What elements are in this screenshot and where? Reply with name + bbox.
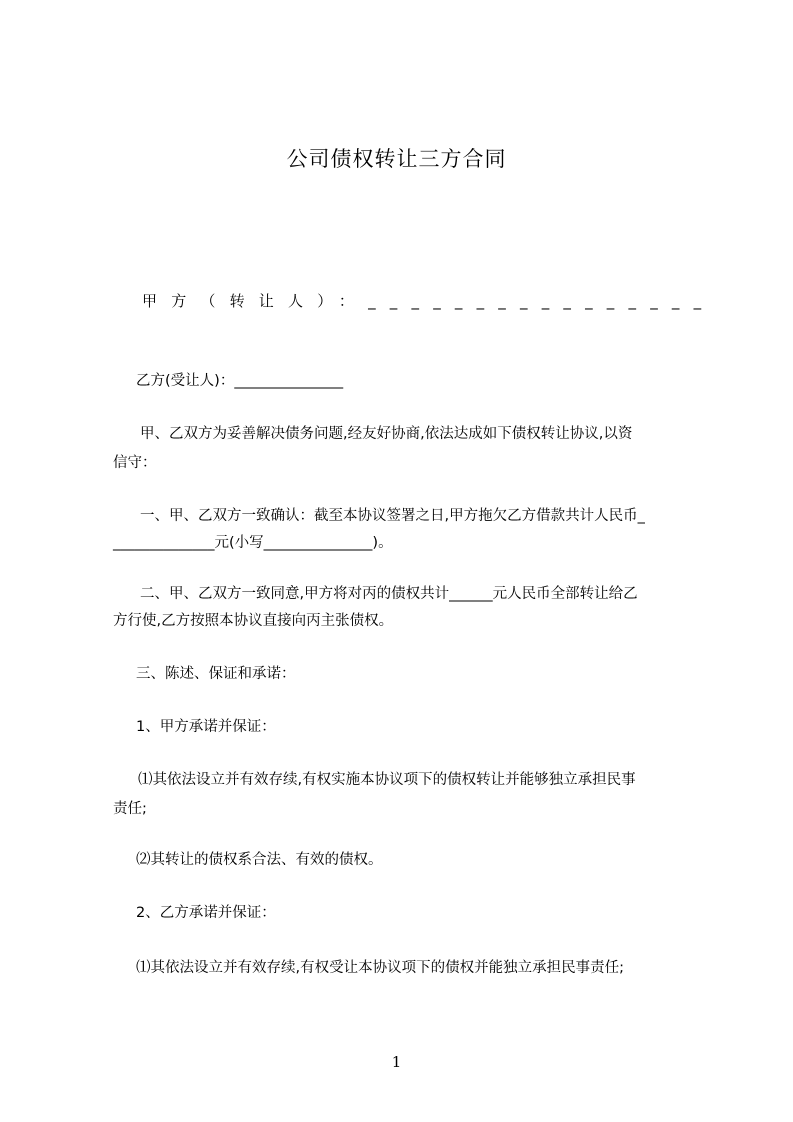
clause-3-heading: 三、陈述、保证和承诺： xyxy=(136,666,296,682)
clause-1-line-1: 一、甲、乙双方一致确认：截至本协议签署之日,甲方拖欠乙方借款共计人民币_ xyxy=(140,508,645,524)
sub-1-heading: 1、甲方承诺并保证： xyxy=(136,719,276,735)
party-b-line: 乙方(受让人)：_______________ xyxy=(136,373,344,389)
document-title: 公司债权转让三方合同 xyxy=(286,147,507,171)
party-a-line: 甲方（转让人）：________________ xyxy=(142,292,716,310)
sub-1-item-1-line-2: 责任; xyxy=(113,801,147,817)
clause-2-line-1: 二、甲、乙双方一致同意,甲方将对丙的债权共计______元人民币全部转让给乙 xyxy=(140,586,638,602)
intro-line-2: 信守： xyxy=(113,455,157,471)
page-number: 1 xyxy=(391,1053,402,1071)
sub-2-heading: 2、乙方承诺并保证： xyxy=(136,905,276,921)
clause-2-line-2: 方行使,乙方按照本协议直接向丙主张债权。 xyxy=(113,613,394,629)
intro-line-1: 甲、乙双方为妥善解决债务问题,经友好协商,依法达成如下债权转让协议,以资 xyxy=(140,426,633,442)
clause-1-line-2: ______________元(小写_______________)。 xyxy=(113,535,393,551)
sub-1-item-1-line-1: ⑴其依法设立并有效存续,有权实施本协议项下的债权转让并能够独立承担民事 xyxy=(138,772,636,788)
sub-1-item-2: ⑵其转让的债权系合法、有效的债权。 xyxy=(136,852,383,868)
sub-2-item-1: ⑴其依法设立并有效存续,有权受让本协议项下的债权并能独立承担民事责任; xyxy=(136,960,624,976)
